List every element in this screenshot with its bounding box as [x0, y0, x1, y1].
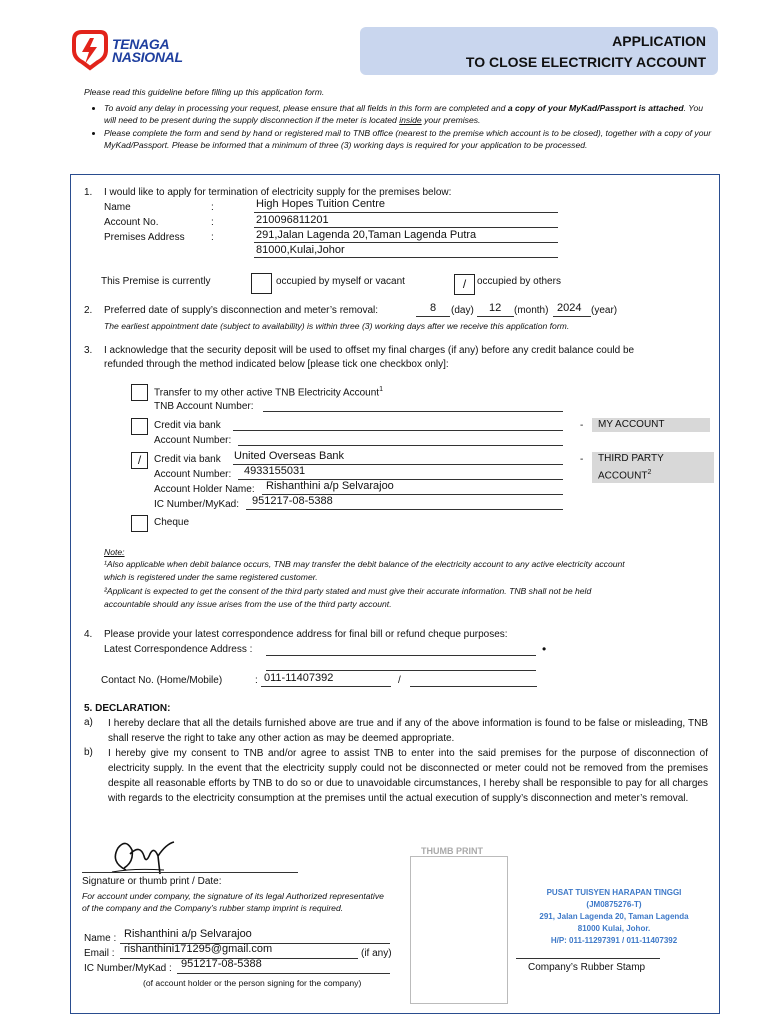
- logo-text-1: TENAGA: [112, 36, 170, 52]
- account-number-field[interactable]: 4933155031: [244, 465, 306, 477]
- credit-bank-label-2: Credit via bank: [154, 454, 221, 465]
- account-label: Account No.: [104, 217, 159, 228]
- email-field[interactable]: rishanthini171295@gmail.com: [124, 943, 273, 955]
- signature-label: Signature or thumb print / Date:: [82, 876, 222, 887]
- bullet: •: [542, 642, 547, 656]
- dash: -: [580, 454, 584, 465]
- s4-number: 4.: [84, 629, 93, 640]
- year-label: (year): [591, 305, 618, 316]
- sig-ic-field[interactable]: 951217-08-5388: [181, 958, 262, 970]
- signature-image: [104, 834, 184, 880]
- colon: :: [211, 217, 214, 228]
- logo-text-2: NASIONAL: [112, 49, 183, 65]
- correspondence-label: Latest Correspondence Address :: [104, 644, 253, 655]
- occupied-others-checkbox[interactable]: /: [454, 274, 475, 295]
- colon: :: [211, 202, 214, 213]
- s3-number: 3.: [84, 345, 93, 356]
- third-party-badge: THIRD PARTY ACCOUNT$^2$: [592, 452, 714, 483]
- holder-name-label: Account Holder Name:: [154, 484, 255, 495]
- occupied-myself-checkbox[interactable]: [251, 273, 272, 294]
- guideline-bullet-1: • To avoid any delay in processing your request, please ensure that all fields in this form are completed and a copy of your MyKad/Passport is attached. You will need to be present during the supply disconnection if the meter is located inside your premises.: [104, 102, 714, 126]
- occupied-myself-label: occupied by myself or vacant: [276, 276, 405, 287]
- credit-bank-third-party-checkbox[interactable]: /: [131, 452, 148, 469]
- name-field[interactable]: High Hopes Tuition Centre: [256, 198, 386, 210]
- tnb-logo: [70, 28, 200, 76]
- company-note: For account under company, the signature of its legal Authorized representative of the company and the Company’s rubber stamp imprint is required.: [82, 891, 384, 913]
- title-line-2: TO CLOSE ELECTRICITY ACCOUNT: [465, 54, 706, 70]
- cheque-checkbox[interactable]: [131, 515, 148, 532]
- stamp-caption: Company’s Rubber Stamp: [528, 962, 646, 973]
- day-field[interactable]: 8: [430, 302, 437, 314]
- colon: :: [255, 675, 258, 686]
- declaration-heading: 5. DECLARATION:: [84, 703, 171, 714]
- s3-text-2: refunded through the method indicated below [please tick one checkbox only]:: [104, 359, 449, 370]
- title-line-1: APPLICATION: [612, 33, 706, 49]
- guideline: [84, 86, 714, 152]
- s2-number: 2.: [84, 305, 93, 316]
- ic-label: IC Number/MyKad:: [154, 499, 240, 510]
- s3-text-1: I acknowledge that the security deposit will be used to offset my final charges (if any) before any credit balance could be: [104, 345, 635, 356]
- sig-name-label: Name :: [84, 933, 117, 944]
- address-line-1-field[interactable]: 291,Jalan Lagenda 20,Taman Lagenda Putra: [256, 229, 477, 241]
- sig-name-field[interactable]: Rishanthini a/p Selvarajoo: [124, 928, 252, 940]
- colon: :: [211, 232, 214, 243]
- s2-note: The earliest appointment date (subject to availability) is within three (3) working days after we receive this application form.: [104, 321, 570, 331]
- s1-number: 1.: [84, 187, 93, 198]
- address-label: Premises Address: [104, 232, 185, 243]
- note-1: ¹Also applicable when debit balance occurs, TNB may transfer the debit balance of the electricity account to any active electricity account: [104, 559, 625, 569]
- thumb-print-box: [410, 856, 508, 1004]
- month-label: (month): [514, 305, 549, 316]
- sig-ic-label: IC Number/MyKad :: [84, 963, 172, 974]
- email-label: Email :: [84, 948, 115, 959]
- stamp-line-4: 81000 Kulai, Johor.: [577, 924, 651, 933]
- ic-field[interactable]: 951217-08-5388: [252, 495, 333, 507]
- declaration-b-label: b): [84, 747, 93, 758]
- my-account-badge: MY ACCOUNT: [592, 418, 710, 432]
- day-label: (day): [451, 305, 474, 316]
- cheque-label: Cheque: [154, 517, 190, 528]
- account-field[interactable]: 210096811201: [256, 214, 329, 226]
- stamp-line-5: H/P: 011-11297391 / 011-11407392: [550, 936, 678, 945]
- credit-bank-my-account-checkbox[interactable]: [131, 418, 148, 435]
- slash: /: [398, 675, 401, 686]
- signature-footer: (of account holder or the person signing for the company): [143, 978, 362, 988]
- guideline-lead: Please read this guideline before filling up this application form.: [84, 87, 325, 97]
- holder-name-field[interactable]: Rishanthini a/p Selvarajoo: [266, 480, 394, 492]
- premise-label: This Premise is currently: [101, 276, 211, 287]
- thumb-print-label: THUMB PRINT: [421, 846, 483, 856]
- note-2: ²Applicant is expected to get the consent of the third party stated and must give their accurate information. TNB shall not be held: [104, 586, 592, 596]
- declaration-a-label: a): [84, 717, 93, 728]
- s4-text: Please provide your latest correspondence address for final bill or refund cheque purposes:: [104, 629, 508, 640]
- s1-text: I would like to apply for termination of electricity supply for the premises below:: [104, 187, 452, 198]
- transfer-checkbox[interactable]: [131, 384, 148, 401]
- title-box: [360, 27, 718, 75]
- tnb-logo-icon: [70, 28, 110, 74]
- credit-bank-label: Credit via bank: [154, 420, 221, 431]
- contact-field[interactable]: 011-11407392: [264, 672, 334, 684]
- bank-name-field[interactable]: United Overseas Bank: [234, 450, 345, 462]
- stamp-line-2: (JM0875276-T): [586, 900, 642, 909]
- month-field[interactable]: 12: [489, 302, 502, 314]
- occupied-others-label: occupied by others: [477, 276, 561, 287]
- note-1b: which is registered under the same registered customer.: [104, 572, 318, 582]
- s2-text: Preferred date of supply’s disconnection and meter’s removal:: [104, 305, 379, 316]
- account-number-label: Account Number:: [154, 435, 232, 446]
- address-line-2-field[interactable]: 81000,Kulai,Johor: [256, 244, 345, 256]
- guideline-bullet-2: • Please complete the form and send by hand or registered mail to TNB office (nearest to the premise which account is to be closed), together with a copy of your MyKad/Passport. Please be informed that a minimum of three (3) working days is required for your application to be processed.: [104, 127, 714, 151]
- note-2b: accountable should any issue arises from the use of the third party account.: [104, 599, 392, 609]
- if-any-label: (if any): [361, 948, 392, 959]
- note-label: Note:: [104, 547, 125, 557]
- transfer-label: Transfer to my other active TNB Electricity Account$^1$: [154, 386, 383, 399]
- year-field[interactable]: 2024: [557, 302, 582, 314]
- stamp-line-1: PUSAT TUISYEN HARAPAN TINGGI: [546, 888, 682, 897]
- stamp-line-3: 291, Jalan Lagenda 20, Taman Lagenda: [539, 912, 689, 921]
- declaration-b: I hereby give my consent to TNB and/or agree to assist TNB to enter into the said premises for the purpose of disconnection of electricity supply. In the event that the electricity supply could not be disconnected or meter could not be removed from the premises despite all reasonable efforts by TNB to do so or due to unavoidable circumstances, I hereby shall be responsible to pay for all charges with regards to the electricity consumption at the premises until the actual execution of supply’s disconnection and meter’s removal.: [108, 748, 708, 804]
- tnb-account-label: TNB Account Number:: [154, 401, 254, 412]
- account-number-label-2: Account Number:: [154, 469, 232, 480]
- company-stamp: [514, 887, 714, 947]
- dash: -: [580, 420, 584, 431]
- declaration-a: I hereby declare that all the details furnished above are true and if any of the above information is found to be false or misleading, TNB shall reserve the right to take any other action as may be deemed appropriate.: [108, 718, 708, 744]
- name-label: Name: [104, 202, 131, 213]
- contact-label: Contact No. (Home/Mobile): [101, 675, 223, 686]
